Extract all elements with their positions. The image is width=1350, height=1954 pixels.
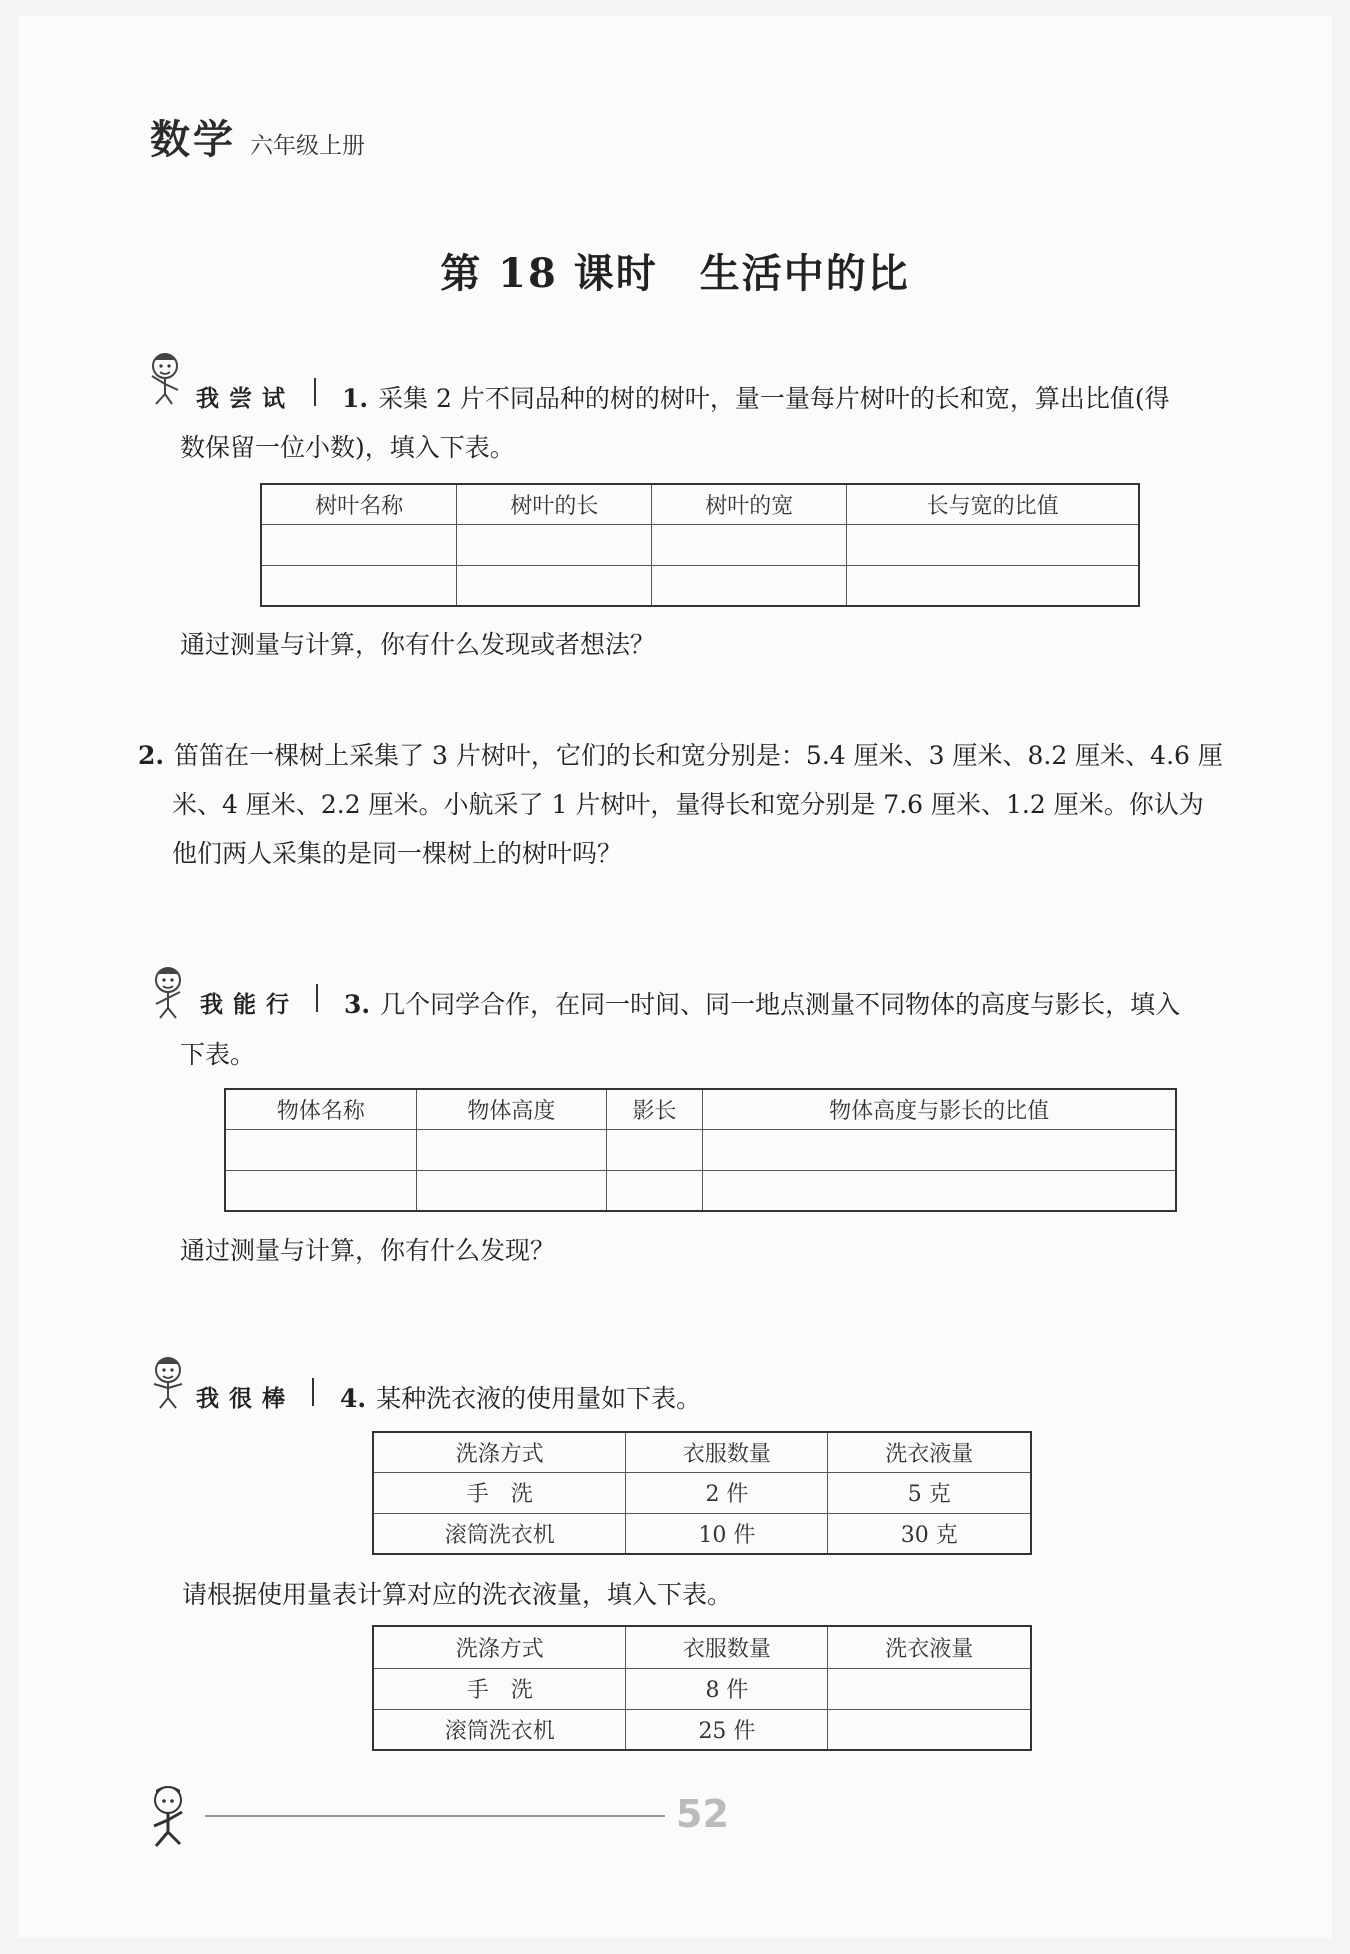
q1-text-line1: 采集 2 片不同品种的树的树叶，量一量每片树叶的长和宽，算出比值(得 bbox=[378, 384, 1170, 413]
q4-number: 4. bbox=[340, 1384, 367, 1413]
q1-blank-cell[interactable] bbox=[847, 565, 1139, 606]
q4-t1-cell: 2 件 bbox=[626, 1472, 828, 1513]
footer-line bbox=[205, 1815, 665, 1817]
section-label-try: 我尝试 bbox=[196, 386, 295, 412]
q4-t1-header: 洗涤方式 bbox=[373, 1432, 626, 1472]
q4-t1-cell: 30 克 bbox=[828, 1513, 1031, 1554]
q2-number: 2. bbox=[138, 741, 165, 770]
q3-blank-cell[interactable] bbox=[416, 1129, 606, 1170]
q3-header-cell: 物体高度 bbox=[416, 1089, 606, 1129]
q4-instruction: 请根据使用量表计算对应的洗衣液量，填入下表。 bbox=[182, 1580, 733, 1609]
mascot-girl-icon bbox=[140, 346, 190, 408]
q4-usage-table bbox=[372, 1431, 1032, 1555]
q1-header-cell: 树叶名称 bbox=[261, 484, 457, 524]
section-label-great: 我很棒 bbox=[196, 1386, 295, 1412]
q1-blank-cell[interactable] bbox=[457, 524, 652, 565]
q3-number: 3. bbox=[344, 990, 371, 1019]
section-divider bbox=[312, 1378, 314, 1406]
q4-t1-header: 衣服数量 bbox=[626, 1432, 828, 1472]
grade-label: 六年级上册 bbox=[250, 133, 365, 159]
q3-blank-cell[interactable] bbox=[225, 1170, 416, 1211]
q3-header-cell: 影长 bbox=[606, 1089, 702, 1129]
page-title: 第 18 课时 生活中的比 bbox=[440, 250, 910, 297]
q1-table bbox=[260, 483, 1140, 607]
q3-blank-cell[interactable] bbox=[703, 1170, 1176, 1211]
q3-blank-cell[interactable] bbox=[606, 1170, 702, 1211]
q2-text-line1: 笛笛在一棵树上采集了 3 片树叶，它们的长和宽分别是：5.4 厘米、3 厘米、8.2 厘米、4.6 厘 bbox=[174, 741, 1223, 770]
q4-t2-header: 洗涤方式 bbox=[373, 1626, 626, 1668]
q4-t1-cell: 手 洗 bbox=[373, 1472, 626, 1513]
q1-header-cell: 树叶的长 bbox=[457, 484, 652, 524]
q3-text-line1: 几个同学合作，在同一时间、同一地点测量不同物体的高度与影长，填入 bbox=[380, 990, 1181, 1019]
q3-text-line2: 下表。 bbox=[180, 1040, 256, 1069]
section-label-can: 我能行 bbox=[200, 992, 299, 1018]
mascot-boy-running-icon bbox=[140, 1782, 196, 1854]
q4-t1-cell: 滚筒洗衣机 bbox=[373, 1513, 626, 1554]
q1-blank-cell[interactable] bbox=[261, 565, 457, 606]
q1-blank-cell[interactable] bbox=[457, 565, 652, 606]
q4-t1-header: 洗衣液量 bbox=[828, 1432, 1031, 1472]
q2-text-line3: 他们两人采集的是同一棵树上的树叶吗？ bbox=[172, 839, 623, 868]
q1-blank-cell[interactable] bbox=[652, 524, 847, 565]
q3-blank-cell[interactable] bbox=[606, 1129, 702, 1170]
header bbox=[150, 108, 365, 165]
q4-t2-cell: 8 件 bbox=[626, 1668, 828, 1709]
q1-blank-cell[interactable] bbox=[652, 565, 847, 606]
subject-label: 数学 bbox=[150, 117, 236, 163]
q3-line1 bbox=[344, 980, 1180, 1029]
q4-t2-header: 衣服数量 bbox=[626, 1626, 828, 1668]
q1-line1 bbox=[342, 374, 1170, 423]
q4-t1-cell: 10 件 bbox=[626, 1513, 828, 1554]
q3-header-cell: 物体名称 bbox=[225, 1089, 416, 1129]
q2-text-line2: 米、4 厘米、2.2 厘米。小航采了 1 片树叶，量得长和宽分别是 7.6 厘米、1.2 厘米。你认为 bbox=[172, 790, 1204, 819]
q4-t2-cell: 25 件 bbox=[626, 1709, 828, 1750]
q3-table bbox=[224, 1088, 1177, 1212]
q4-t1-cell: 5 克 bbox=[828, 1472, 1031, 1513]
q3-blank-cell[interactable] bbox=[416, 1170, 606, 1211]
q4-answer-table bbox=[372, 1625, 1032, 1751]
q3-blank-cell[interactable] bbox=[703, 1129, 1176, 1170]
q4-line1 bbox=[340, 1374, 701, 1423]
q4-t2-header: 洗衣液量 bbox=[828, 1626, 1031, 1668]
q3-blank-cell[interactable] bbox=[225, 1129, 416, 1170]
q4-t2-cell: 滚筒洗衣机 bbox=[373, 1709, 626, 1750]
q4-t2-cell: 手 洗 bbox=[373, 1668, 626, 1709]
q4-text-line1: 某种洗衣液的使用量如下表。 bbox=[376, 1384, 702, 1413]
mascot-girl-icon bbox=[144, 960, 192, 1022]
q1-blank-cell[interactable] bbox=[261, 524, 457, 565]
q2-line1 bbox=[138, 731, 1223, 780]
section-divider bbox=[314, 378, 316, 406]
section-divider bbox=[316, 984, 318, 1012]
page-number: 52 bbox=[676, 1792, 729, 1836]
mascot-girl-icon bbox=[144, 1350, 192, 1412]
q3-followup: 通过测量与计算，你有什么发现？ bbox=[180, 1236, 556, 1265]
q4-t2-answer-cell[interactable] bbox=[828, 1709, 1031, 1750]
q1-number: 1. bbox=[342, 384, 369, 413]
q1-text-line2: 数保留一位小数)，填入下表。 bbox=[180, 433, 515, 462]
q1-blank-cell[interactable] bbox=[847, 524, 1139, 565]
q1-header-cell: 树叶的宽 bbox=[652, 484, 847, 524]
q3-header-cell: 物体高度与影长的比值 bbox=[703, 1089, 1176, 1129]
q1-followup: 通过测量与计算，你有什么发现或者想法？ bbox=[180, 630, 656, 659]
q1-header-cell: 长与宽的比值 bbox=[847, 484, 1139, 524]
q4-t2-answer-cell[interactable] bbox=[828, 1668, 1031, 1709]
